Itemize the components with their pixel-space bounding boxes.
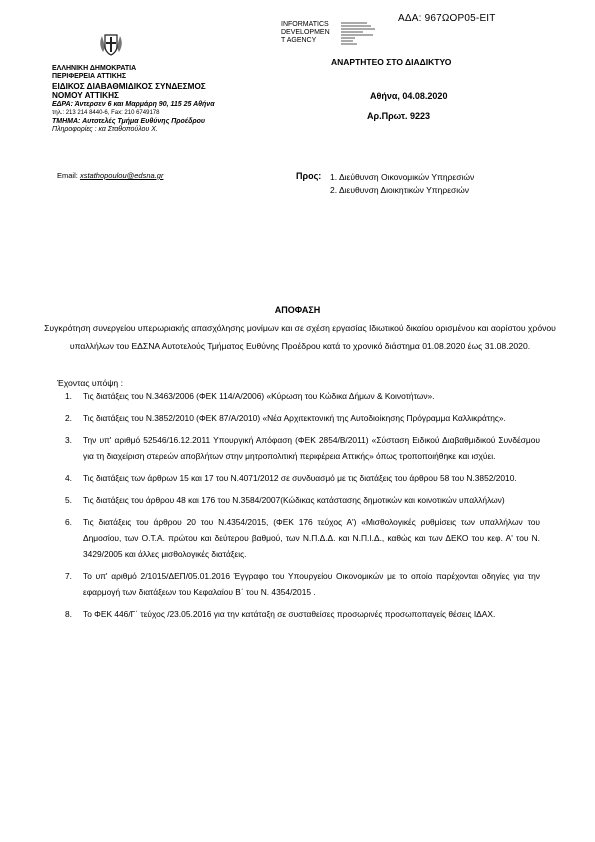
- document-date: Αθήνα, 04.08.2020: [370, 91, 448, 101]
- org-name: ΕΙΔΙΚΟΣ ΔΙΑΒΑΘΜΙΔΙΚΟΣ ΣΥΝΔΕΣΜΟΣ: [52, 81, 206, 91]
- considerations-list: [57, 388, 540, 628]
- list-item: 1. Τις διατάξεις του Ν.3463/2006 (ΦΕΚ 114/Α/2006) «Κύρωση του Κώδικα Δήμων & Κοινοτήτων».: [65, 391, 435, 401]
- list-item: 2. Τις διατάξεις του Ν.3852/2010 (ΦΕΚ 87/Α/2010) «Νέα Αρχιτεκτονική της Αυτοδιοίκησης Πρόγραμμα Καλλικράτης».: [65, 413, 506, 423]
- email-link[interactable]: xstathopoulou@edsna.gr: [79, 171, 164, 180]
- posting-label: ΑΝΑΡΤΗΤΕΟ ΣΤΟ ΔΙΑΔΙΚΤΥΟ: [331, 57, 452, 67]
- list-item: 3. Την υπ' αριθμό 52546/16.12.2011 Υπουργική Απόφαση (ΦΕΚ 2854/Β/2011) «Σύσταση Ειδικού Διαβαθμιδικού Συνδέσμου για τη διαχείριση στερεών αποβλήτων στην μητροπολιτική περιφέρεια Αττικής» όπως τροποποιήθηκε και ισχύει.: [65, 435, 540, 461]
- agency-logo-text: [281, 21, 330, 45]
- list-item: 5. Τις διατάξεις του άρθρου 48 και 176 του Ν.3584/2007(Κώδικας κατάστασης δημοτικών και κοινοτικών υπαλλήλων): [65, 495, 505, 505]
- considerations-intro: Έχοντας υπόψη :: [57, 378, 123, 388]
- ada-code: ΑΔΑ: 967ΩΟΡ05-ΕΙΤ: [398, 13, 496, 24]
- recipients-list: [330, 171, 474, 197]
- issuer-block: [52, 65, 215, 135]
- region-label: ΠΕΡΙΦΕΡΕΙΑ ΑΤΤΙΚΗΣ: [52, 73, 127, 81]
- decision-title: ΑΠΟΦΑΣΗ: [274, 305, 321, 315]
- list-item: 4. Τις διατάξεις των άρθρων 15 και 17 του Ν.4071/2012 σε συνδυασμό με τις διατάξεις του άρθρου 58 του Ν.3852/2010.: [65, 473, 517, 483]
- decision-subject: Συγκρότηση συνεργείου υπερωριακής απασχόλησης μονίμων και σε σχέση εργασίας Ιδιωτικού δικαίου ορισμένου και αορίστου χρόνου υπαλλήλων του ΕΔΣΝΑ Αυτοτελούς Τμήματος Ευθύνης Προέδρου κατά το χρονικό διάστημα 01.08.2020 έως 31.08.2020.: [44, 323, 556, 351]
- greek-emblem-icon: [96, 30, 126, 60]
- agency-line: INFORMATICS: [281, 21, 329, 28]
- org-name-line2: ΝΟΜΟΥ ΑΤΤΙΚΗΣ: [52, 91, 119, 101]
- agency-fine-print-graphic: [341, 21, 381, 45]
- protocol-number: Αρ.Πρωτ. 9223: [367, 111, 431, 121]
- department-label: ΤΜΗΜΑ: Αυτοτελές Τμήμα Ευθύνης Προέδρου: [52, 117, 206, 125]
- email-label: Email:: [57, 171, 78, 180]
- agency-line: T AGENCY: [281, 37, 317, 44]
- phone-fax: τηλ.: 213 214 8440-6, Fax: 210 6749178: [52, 110, 160, 117]
- agency-line: DEVELOPMEN: [281, 29, 330, 36]
- contact-info: Πληροφορίες : κα Σταθοπούλου Χ.: [52, 126, 158, 134]
- seat-address: ΕΔΡΑ: Άντερσεν 6 και Μαρμάρη 90, 115 25 Αθήνα: [52, 101, 215, 108]
- recipient-item: 1. Διεύθυνση Οικονομικών Υπηρεσιών: [330, 172, 475, 182]
- republic-label: ΕΛΛΗΝΙΚΗ ΔΗΜΟΚΡΑΤΙΑ: [52, 65, 137, 72]
- email-line: [57, 171, 163, 180]
- recipients-label: Προς:: [296, 171, 322, 181]
- recipient-item: 2. Διευθυνση Διοικητικών Υπηρεσιών: [330, 185, 470, 195]
- list-item: 6. Τις διατάξεις του άρθρου 20 του Ν.4354/2015, (ΦΕΚ 176 τεύχος Α') «Μισθολογικές ρυθμίσεις των υπαλλήλων του Δημοσίου, των Ο.Τ.Α. πρώτου και δεύτερου βαθμού, των Ν.Π.Δ.Δ. και Ν.Π.Ι.Δ., καθώς και των ΔΕΚΟ του κεφ. Α' του Ν. 3429/2005 και άλλες μισθολογικές διατάξεις.: [65, 517, 540, 559]
- list-item: 8. Το ΦΕΚ 446/Γ΄ τεύχος /23.05.2016 για την κατάταξη σε συσταθείσες προσωρινές προσωποπαγείς θέσεις ΙΔΑΧ.: [65, 609, 496, 619]
- list-item: 7. Το υπ' αριθμό 2/1015/ΔΕΠ/05.01.2016 Έγγραφο του Υπουργείου Οικονομικών με το οποίο παρέχονται οδηγίες για την εφαρμογή των διατάξεων του Κεφαλαίου Β΄ του Ν. 4354/2015 .: [65, 571, 540, 597]
